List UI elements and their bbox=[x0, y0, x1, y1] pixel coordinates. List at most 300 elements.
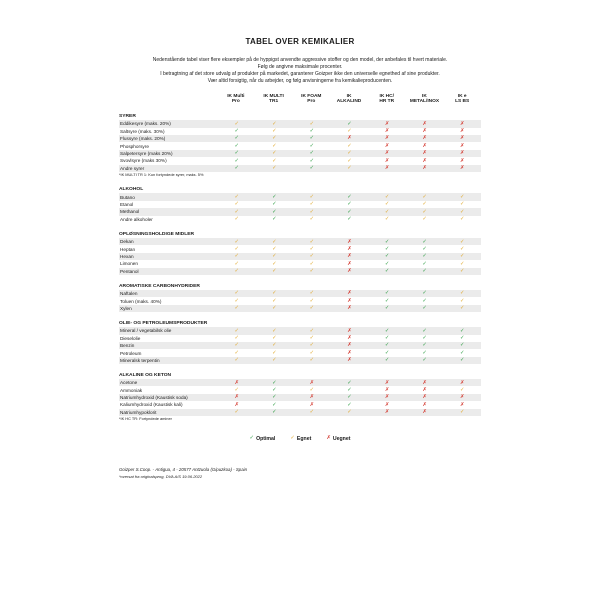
uegnet-x-icon: ✗ bbox=[422, 379, 427, 386]
mark-cell bbox=[368, 261, 406, 267]
mark-cell bbox=[293, 350, 331, 356]
optimal-check-icon: ✓ bbox=[309, 165, 315, 172]
optimal-check-icon: ✓ bbox=[272, 409, 277, 416]
mark-cell bbox=[331, 143, 369, 149]
egnet-check-icon: ✓ bbox=[272, 342, 277, 349]
mark-cell bbox=[293, 253, 331, 259]
egnet-check-icon: ✓ bbox=[234, 245, 240, 252]
uegnet-x-icon: ✗ bbox=[459, 401, 465, 408]
mark-cell bbox=[443, 387, 481, 393]
mark-cell bbox=[368, 121, 406, 127]
mark-cell bbox=[293, 387, 331, 393]
mark-cell bbox=[218, 158, 256, 164]
egnet-check-icon: ✓ bbox=[290, 434, 295, 441]
egnet-check-icon: ✓ bbox=[459, 386, 465, 393]
uegnet-x-icon: ✗ bbox=[347, 342, 352, 349]
mark-cell bbox=[331, 261, 369, 267]
column-header bbox=[330, 94, 368, 106]
legend-label: Egnet bbox=[296, 435, 312, 442]
row-label: Acetone bbox=[120, 380, 138, 386]
mark-cell bbox=[443, 298, 481, 304]
table-row bbox=[119, 305, 481, 312]
egnet-check-icon: ✓ bbox=[272, 290, 277, 297]
uegnet-x-icon: ✗ bbox=[234, 379, 240, 386]
mark-cell bbox=[218, 387, 256, 393]
column-header-line1: IK Multi bbox=[227, 93, 245, 99]
mark-cell bbox=[293, 298, 331, 304]
row-label: Saltsyre (maks. 30%) bbox=[120, 128, 165, 134]
mark-cell bbox=[443, 409, 481, 415]
intro-line-4: Vær altid forsigtig, når du arbejder, og følg anvisningerne fra kemikalieproducenten. bbox=[207, 77, 393, 84]
optimal-check-icon: ✓ bbox=[422, 260, 427, 267]
egnet-check-icon: ✓ bbox=[234, 290, 240, 297]
mark-cell bbox=[293, 201, 331, 207]
uegnet-x-icon: ✗ bbox=[326, 434, 331, 441]
row-label: Hexan bbox=[120, 253, 134, 259]
mark-cell bbox=[443, 357, 481, 363]
optimal-check-icon: ✓ bbox=[459, 335, 465, 342]
mark-cell bbox=[331, 239, 369, 245]
optimal-check-icon: ✓ bbox=[309, 142, 315, 149]
mark-cell bbox=[293, 158, 331, 164]
uegnet-x-icon: ✗ bbox=[422, 401, 427, 408]
chemicals-table bbox=[119, 94, 481, 423]
egnet-check-icon: ✓ bbox=[309, 327, 315, 334]
column-header-line2: LS BS bbox=[455, 99, 470, 105]
mark-cell bbox=[256, 290, 294, 296]
optimal-check-icon: ✓ bbox=[384, 349, 390, 356]
uegnet-x-icon: ✗ bbox=[422, 128, 427, 135]
section-title: ALKALINE OG KETON bbox=[119, 373, 172, 379]
row-label: Andre syrer bbox=[120, 165, 145, 171]
row-label: Xylen bbox=[120, 305, 132, 311]
egnet-check-icon: ✓ bbox=[459, 305, 465, 312]
row-label: Petroleum bbox=[120, 350, 142, 356]
mark-cell bbox=[368, 402, 406, 408]
table-row bbox=[119, 297, 481, 304]
row-label: Ammoniak bbox=[120, 387, 143, 393]
mark-cell bbox=[368, 253, 406, 259]
mark-cell bbox=[256, 335, 294, 341]
table-section bbox=[119, 283, 481, 312]
egnet-check-icon: ✓ bbox=[234, 357, 240, 364]
egnet-check-icon: ✓ bbox=[459, 193, 465, 200]
egnet-check-icon: ✓ bbox=[234, 238, 240, 245]
optimal-check-icon: ✓ bbox=[422, 245, 427, 252]
egnet-check-icon: ✓ bbox=[234, 409, 240, 416]
egnet-check-icon: ✓ bbox=[234, 253, 240, 260]
mark-cell bbox=[218, 298, 256, 304]
egnet-check-icon: ✓ bbox=[459, 409, 465, 416]
mark-cell bbox=[406, 394, 444, 400]
uegnet-x-icon: ✗ bbox=[459, 142, 465, 149]
optimal-check-icon: ✓ bbox=[347, 193, 352, 200]
mark-cell bbox=[406, 121, 444, 127]
mark-cell bbox=[331, 298, 369, 304]
mark-cell bbox=[368, 409, 406, 415]
mark-cell bbox=[443, 165, 481, 171]
optimal-check-icon: ✓ bbox=[384, 297, 390, 304]
mark-cell bbox=[406, 335, 444, 341]
egnet-check-icon: ✓ bbox=[234, 120, 240, 127]
optimal-check-icon: ✓ bbox=[234, 165, 240, 172]
column-header-line1: IK bbox=[422, 93, 427, 99]
mark-cell bbox=[218, 194, 256, 200]
uegnet-x-icon: ✗ bbox=[347, 253, 352, 260]
mark-cell bbox=[406, 409, 444, 415]
row-label: Benzin bbox=[120, 343, 135, 349]
row-label: Andre alkoholer bbox=[120, 216, 153, 222]
section-title: SYRER bbox=[119, 114, 136, 120]
egnet-check-icon: ✓ bbox=[234, 297, 240, 304]
mark-cell bbox=[331, 290, 369, 296]
mark-cell bbox=[443, 305, 481, 311]
table-section bbox=[119, 186, 481, 223]
uegnet-x-icon: ✗ bbox=[459, 394, 465, 401]
row-label: Toluen (maks. 40%) bbox=[120, 298, 162, 304]
mark-cell bbox=[218, 409, 256, 415]
mark-cell bbox=[368, 387, 406, 393]
mark-cell bbox=[331, 350, 369, 356]
uegnet-x-icon: ✗ bbox=[459, 379, 465, 386]
mark-cell bbox=[256, 268, 294, 274]
uegnet-x-icon: ✗ bbox=[422, 157, 427, 164]
mark-cell bbox=[368, 194, 406, 200]
mark-cell bbox=[218, 335, 256, 341]
intro-line-2: Følg de angivne maksimale procenter. bbox=[257, 63, 343, 70]
table-row bbox=[119, 128, 481, 135]
mark-cell bbox=[293, 239, 331, 245]
egnet-check-icon: ✓ bbox=[459, 290, 465, 297]
mark-cell bbox=[256, 387, 294, 393]
table-row bbox=[119, 238, 481, 245]
optimal-check-icon: ✓ bbox=[422, 305, 427, 312]
egnet-check-icon: ✓ bbox=[272, 165, 277, 172]
optimal-check-icon: ✓ bbox=[347, 208, 352, 215]
column-header bbox=[368, 94, 406, 106]
mark-cell bbox=[256, 350, 294, 356]
legend-item bbox=[250, 436, 276, 442]
egnet-check-icon: ✓ bbox=[309, 120, 315, 127]
egnet-check-icon: ✓ bbox=[234, 201, 240, 208]
optimal-check-icon: ✓ bbox=[459, 342, 465, 349]
mark-cell bbox=[256, 165, 294, 171]
mark-cell bbox=[368, 357, 406, 363]
row-label: Kaliumhydroxid (Kaustisk kali) bbox=[120, 402, 183, 408]
row-label: Salpetersyre (maks 20%) bbox=[120, 150, 173, 156]
egnet-check-icon: ✓ bbox=[309, 193, 315, 200]
egnet-check-icon: ✓ bbox=[459, 238, 465, 245]
egnet-check-icon: ✓ bbox=[309, 297, 315, 304]
table-row bbox=[119, 342, 481, 349]
mark-cell bbox=[443, 158, 481, 164]
egnet-check-icon: ✓ bbox=[309, 305, 315, 312]
egnet-check-icon: ✓ bbox=[422, 208, 427, 215]
uegnet-x-icon: ✗ bbox=[347, 357, 352, 364]
column-header-line1: IK FOAM bbox=[301, 93, 322, 99]
mark-cell bbox=[406, 328, 444, 334]
uegnet-x-icon: ✗ bbox=[459, 120, 465, 127]
mark-cell bbox=[218, 305, 256, 311]
mark-cell bbox=[443, 335, 481, 341]
mark-cell bbox=[443, 253, 481, 259]
uegnet-x-icon: ✗ bbox=[347, 245, 352, 252]
table-row bbox=[119, 135, 481, 142]
egnet-check-icon: ✓ bbox=[272, 297, 277, 304]
egnet-check-icon: ✓ bbox=[272, 268, 277, 275]
mark-cell bbox=[443, 261, 481, 267]
egnet-check-icon: ✓ bbox=[384, 208, 390, 215]
mark-cell bbox=[368, 268, 406, 274]
row-label: Butano bbox=[120, 194, 135, 200]
section-footnote: *IK MULTI TR 1: Kun fortyndede syrer, maks. 5% bbox=[119, 171, 204, 177]
mark-cell bbox=[406, 380, 444, 386]
column-header-line1: IK HC/ bbox=[379, 93, 394, 99]
egnet-check-icon: ✓ bbox=[234, 260, 240, 267]
mark-cell bbox=[406, 209, 444, 215]
mark-cell bbox=[331, 387, 369, 393]
document-page bbox=[119, 0, 481, 481]
legend-item bbox=[326, 436, 350, 442]
mark-cell bbox=[331, 209, 369, 215]
uegnet-x-icon: ✗ bbox=[422, 165, 427, 172]
row-label: Pentanol bbox=[120, 268, 139, 274]
egnet-check-icon: ✓ bbox=[459, 268, 465, 275]
egnet-check-icon: ✓ bbox=[309, 349, 315, 356]
mark-cell bbox=[218, 209, 256, 215]
mark-cell bbox=[256, 342, 294, 348]
mark-cell bbox=[293, 268, 331, 274]
uegnet-x-icon: ✗ bbox=[347, 135, 352, 142]
mark-cell bbox=[218, 290, 256, 296]
mark-cell bbox=[256, 380, 294, 386]
table-header-row bbox=[119, 94, 481, 106]
mark-cell bbox=[256, 158, 294, 164]
legend-label: Uegnet bbox=[332, 435, 351, 442]
mark-cell bbox=[406, 158, 444, 164]
mark-cell bbox=[293, 394, 331, 400]
optimal-check-icon: ✓ bbox=[459, 349, 465, 356]
mark-cell bbox=[443, 402, 481, 408]
mark-cell bbox=[368, 335, 406, 341]
column-header bbox=[217, 94, 255, 106]
table-row bbox=[119, 379, 481, 386]
mark-cell bbox=[218, 253, 256, 259]
optimal-check-icon: ✓ bbox=[384, 238, 390, 245]
mark-cell bbox=[331, 194, 369, 200]
row-label: Svovlsyre (maks 30%) bbox=[120, 158, 167, 164]
mark-cell bbox=[443, 143, 481, 149]
mark-cell bbox=[218, 150, 256, 156]
section-title: OLIE- OG PETROLEUMSPRODUKTER bbox=[119, 321, 208, 327]
table-row bbox=[119, 290, 481, 297]
optimal-check-icon: ✓ bbox=[422, 253, 427, 260]
mark-cell bbox=[406, 216, 444, 222]
egnet-check-icon: ✓ bbox=[234, 208, 240, 215]
egnet-check-icon: ✓ bbox=[309, 357, 315, 364]
optimal-check-icon: ✓ bbox=[272, 216, 277, 223]
column-header-line2: ALKALIND bbox=[336, 99, 362, 105]
uegnet-x-icon: ✗ bbox=[422, 142, 427, 149]
egnet-check-icon: ✓ bbox=[459, 297, 465, 304]
mark-cell bbox=[256, 201, 294, 207]
row-label: Naftalen bbox=[120, 291, 138, 297]
optimal-check-icon: ✓ bbox=[234, 157, 240, 164]
mark-cell bbox=[406, 268, 444, 274]
row-label: Mineralsk terpentin bbox=[120, 357, 160, 363]
mark-cell bbox=[218, 380, 256, 386]
mark-cell bbox=[368, 201, 406, 207]
mark-cell bbox=[331, 328, 369, 334]
optimal-check-icon: ✓ bbox=[347, 120, 352, 127]
uegnet-x-icon: ✗ bbox=[347, 290, 352, 297]
mark-cell bbox=[443, 268, 481, 274]
mark-cell bbox=[406, 239, 444, 245]
mark-cell bbox=[218, 402, 256, 408]
mark-cell bbox=[256, 328, 294, 334]
uegnet-x-icon: ✗ bbox=[347, 335, 352, 342]
mark-cell bbox=[406, 342, 444, 348]
mark-cell bbox=[331, 305, 369, 311]
egnet-check-icon: ✓ bbox=[272, 238, 277, 245]
egnet-check-icon: ✓ bbox=[384, 201, 390, 208]
optimal-check-icon: ✓ bbox=[272, 394, 277, 401]
mark-cell bbox=[256, 194, 294, 200]
row-label: Limonen bbox=[120, 261, 138, 267]
mark-cell bbox=[443, 194, 481, 200]
optimal-check-icon: ✓ bbox=[422, 335, 427, 342]
uegnet-x-icon: ✗ bbox=[459, 157, 465, 164]
table-row bbox=[119, 386, 481, 393]
egnet-check-icon: ✓ bbox=[422, 193, 427, 200]
egnet-check-icon: ✓ bbox=[309, 409, 315, 416]
section-title: ALKOHOL bbox=[119, 187, 144, 193]
mark-cell bbox=[218, 261, 256, 267]
egnet-check-icon: ✓ bbox=[309, 260, 315, 267]
table-section bbox=[119, 372, 481, 422]
column-header bbox=[406, 94, 444, 106]
table-row bbox=[119, 142, 481, 149]
optimal-check-icon: ✓ bbox=[272, 401, 277, 408]
egnet-check-icon: ✓ bbox=[347, 142, 352, 149]
mark-cell bbox=[256, 357, 294, 363]
mark-cell bbox=[368, 209, 406, 215]
mark-cell bbox=[331, 135, 369, 141]
mark-cell bbox=[443, 128, 481, 134]
table-row bbox=[119, 409, 481, 416]
legend-label: Optimal bbox=[256, 435, 276, 442]
table-row bbox=[119, 150, 481, 157]
mark-cell bbox=[218, 128, 256, 134]
mark-cell bbox=[368, 135, 406, 141]
mark-cell bbox=[331, 165, 369, 171]
mark-cell bbox=[368, 394, 406, 400]
optimal-check-icon: ✓ bbox=[272, 379, 277, 386]
column-header bbox=[255, 94, 293, 106]
egnet-check-icon: ✓ bbox=[347, 157, 352, 164]
uegnet-x-icon: ✗ bbox=[347, 327, 352, 334]
mark-cell bbox=[218, 135, 256, 141]
optimal-check-icon: ✓ bbox=[234, 128, 240, 135]
mark-cell bbox=[293, 357, 331, 363]
optimal-check-icon: ✓ bbox=[422, 357, 427, 364]
optimal-check-icon: ✓ bbox=[309, 128, 315, 135]
mark-cell bbox=[406, 253, 444, 259]
mark-cell bbox=[293, 246, 331, 252]
mark-cell bbox=[368, 328, 406, 334]
mark-cell bbox=[443, 328, 481, 334]
table-row bbox=[119, 335, 481, 342]
egnet-check-icon: ✓ bbox=[309, 208, 315, 215]
table-row bbox=[119, 268, 481, 275]
footer-translation-note: *oversat fra originalsprog, DVA A/S 19.06.2022 bbox=[119, 474, 203, 480]
row-label: Etanol bbox=[120, 202, 134, 208]
table-row bbox=[119, 201, 481, 208]
column-header-line2: TR1 bbox=[269, 99, 279, 105]
intro-line-3: I betragtning af det store udvalg af produkter på markedet, garanterer Goizper ikke den universelle egnethed af sine produkter. bbox=[160, 70, 440, 77]
mark-cell bbox=[443, 216, 481, 222]
egnet-check-icon: ✓ bbox=[234, 216, 240, 223]
mark-cell bbox=[406, 350, 444, 356]
egnet-check-icon: ✓ bbox=[309, 216, 315, 223]
egnet-check-icon: ✓ bbox=[272, 157, 277, 164]
mark-cell bbox=[331, 216, 369, 222]
mark-cell bbox=[331, 402, 369, 408]
column-header bbox=[292, 94, 330, 106]
egnet-check-icon: ✓ bbox=[272, 128, 277, 135]
uegnet-x-icon: ✗ bbox=[384, 165, 390, 172]
mark-cell bbox=[256, 216, 294, 222]
mark-cell bbox=[331, 150, 369, 156]
egnet-check-icon: ✓ bbox=[234, 193, 240, 200]
mark-cell bbox=[368, 143, 406, 149]
mark-cell bbox=[443, 201, 481, 207]
egnet-check-icon: ✓ bbox=[422, 216, 427, 223]
egnet-check-icon: ✓ bbox=[272, 245, 277, 252]
egnet-check-icon: ✓ bbox=[234, 342, 240, 349]
table-section bbox=[119, 231, 481, 275]
uegnet-x-icon: ✗ bbox=[422, 150, 427, 157]
table-row bbox=[119, 216, 481, 223]
mark-cell bbox=[443, 150, 481, 156]
mark-cell bbox=[443, 121, 481, 127]
uegnet-x-icon: ✗ bbox=[347, 238, 352, 245]
mark-cell bbox=[443, 342, 481, 348]
egnet-check-icon: ✓ bbox=[347, 165, 352, 172]
table-row bbox=[119, 193, 481, 200]
mark-cell bbox=[256, 409, 294, 415]
optimal-check-icon: ✓ bbox=[309, 157, 315, 164]
optimal-check-icon: ✓ bbox=[234, 142, 240, 149]
uegnet-x-icon: ✗ bbox=[384, 150, 390, 157]
mark-cell bbox=[331, 394, 369, 400]
mark-cell bbox=[443, 290, 481, 296]
uegnet-x-icon: ✗ bbox=[384, 157, 390, 164]
optimal-check-icon: ✓ bbox=[347, 201, 352, 208]
mark-cell bbox=[368, 246, 406, 252]
column-header bbox=[443, 94, 481, 106]
intro-line-1: Nedenstående tabel viser flere eksempler på de hyppigst anvendte aggressive stoffer og den model, der anbefales til hvert materiale. bbox=[152, 57, 448, 63]
egnet-check-icon: ✓ bbox=[272, 305, 277, 312]
table-section bbox=[119, 113, 481, 178]
mark-cell bbox=[331, 335, 369, 341]
egnet-check-icon: ✓ bbox=[309, 290, 315, 297]
optimal-check-icon: ✓ bbox=[249, 434, 255, 441]
table-row bbox=[119, 157, 481, 164]
mark-cell bbox=[293, 328, 331, 334]
table-section bbox=[119, 320, 481, 364]
mark-cell bbox=[331, 268, 369, 274]
